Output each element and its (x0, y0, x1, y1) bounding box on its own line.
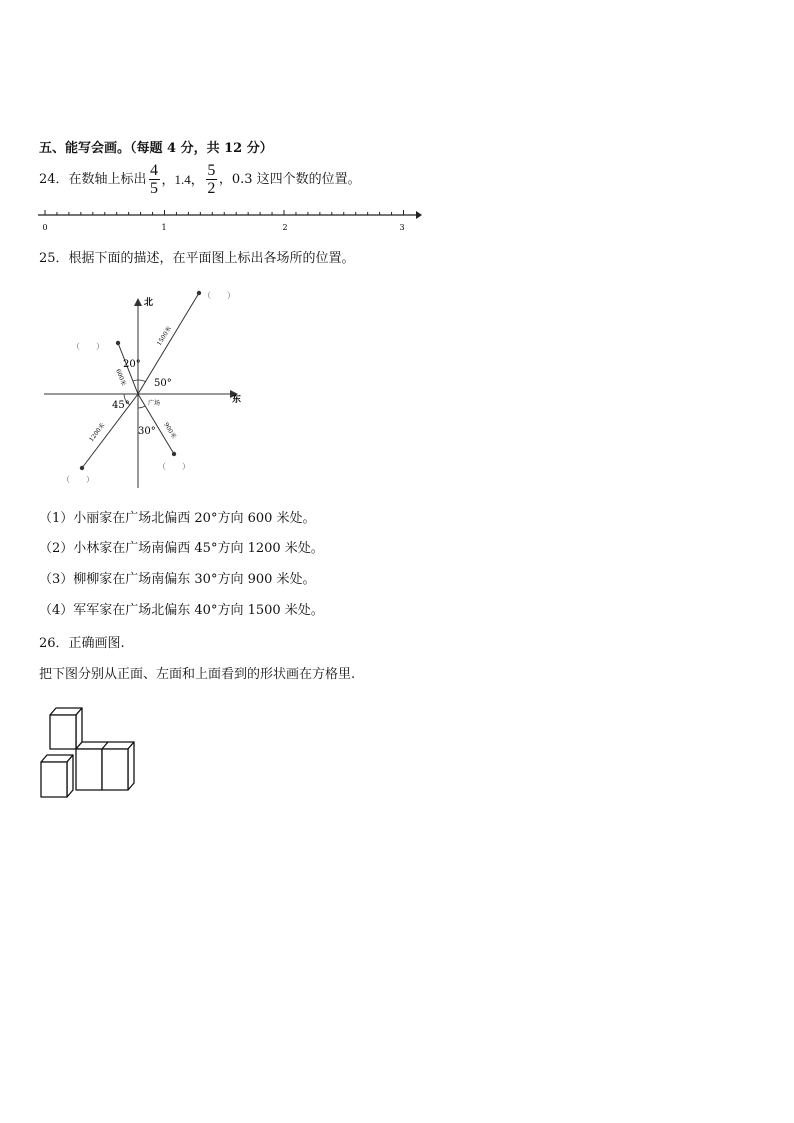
distance-1200-label: 1200米 (88, 421, 107, 444)
row-side-face (128, 742, 134, 790)
angle-20-label: 20° (123, 359, 141, 370)
section-heading: 五、能写会画。（每题 4 分，共 12 分） (39, 141, 273, 156)
front-cube-side-face (67, 755, 73, 797)
arc-20 (133, 380, 138, 381)
point-southwest (80, 466, 84, 470)
east-label: 东 (232, 395, 242, 405)
arc-50 (138, 380, 146, 382)
axis-label-3: 3 (399, 223, 405, 232)
direction-diagram (40, 284, 260, 494)
fraction-five-halves (206, 162, 217, 197)
angle-30-label: 30° (138, 426, 156, 437)
q25-item-3: （3）柳柳家在广场南偏东 30°方向 900 米处。 (39, 572, 316, 587)
distance-900-label: 900米 (162, 421, 178, 440)
question-25-prompt: 25．根据下面的描述，在平面图上标出各场所的位置。 (39, 251, 355, 266)
angle-45-label: 45° (112, 400, 130, 411)
q25-item-2: （2）小林家在广场南偏西 45°方向 1200 米处。 (39, 541, 324, 556)
q24-suffix: ，0.3 这四个数的位置。 (218, 171, 361, 187)
q24-sep: ，1.4， (161, 171, 204, 187)
top-cube-front-face (50, 715, 76, 749)
angle-50-label: 50° (154, 378, 172, 389)
question-26-title: 26．正确画图. (39, 636, 125, 651)
blank-northwest: （ ） (72, 342, 104, 351)
front-cube-front-face (41, 762, 67, 797)
middle-cube-front-face (76, 749, 102, 790)
frac1-numerator: 4 (150, 162, 159, 179)
q25-item-4: （4）军军家在广场北偏东 40°方向 1500 米处。 (39, 603, 324, 618)
question-26-instruction: 把下图分别从正面、左面和上面看到的形状画在方格里. (39, 667, 356, 682)
frac2-numerator: 5 (207, 162, 216, 179)
axis-label-0: 0 (42, 223, 48, 232)
distance-600-label: 600米 (114, 368, 128, 387)
distance-1500-label: 1500米 (155, 325, 173, 348)
point-northwest (116, 341, 120, 345)
cube-figure (36, 702, 146, 802)
blank-southwest: （ ） (62, 475, 94, 484)
number-line (30, 206, 430, 236)
q25-item-1: （1）小丽家在广场北偏西 20°方向 600 米处。 (39, 511, 316, 526)
number-line-ticks (45, 210, 404, 215)
axis-label-1: 1 (161, 223, 167, 232)
blank-southeast: （ ） (158, 462, 190, 471)
frac2-denominator: 2 (207, 180, 216, 197)
arc-30 (138, 406, 145, 408)
plaza-label: 广场 (148, 400, 161, 407)
north-arrow (134, 298, 142, 306)
question-24 (39, 162, 361, 197)
right-cube-front-face (102, 749, 128, 790)
blank-northeast: （ ） (203, 291, 235, 300)
frac1-denominator: 5 (150, 180, 159, 197)
north-label: 北 (144, 298, 154, 308)
fraction-four-fifths (149, 162, 160, 197)
point-southeast (172, 452, 176, 456)
point-northeast (197, 291, 201, 295)
q24-prefix: 24．在数轴上标出 (39, 171, 147, 187)
number-line-arrow (416, 211, 422, 219)
axis-label-2: 2 (282, 223, 288, 232)
